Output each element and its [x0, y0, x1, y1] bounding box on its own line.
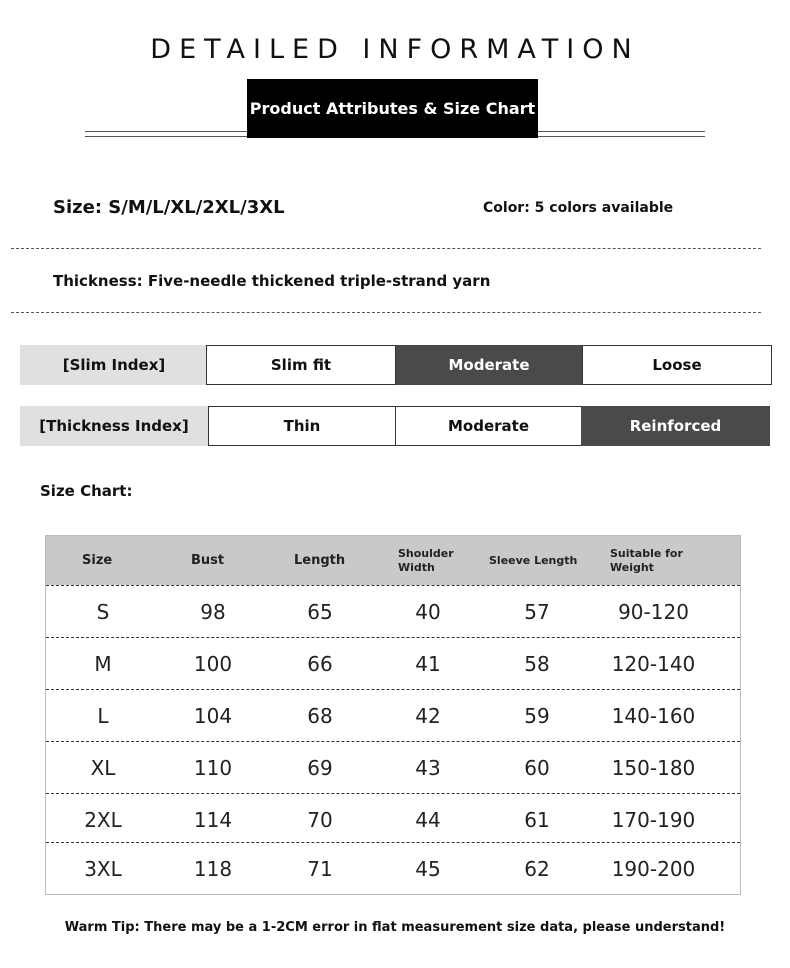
cell-shoulder: 43 — [415, 756, 441, 780]
column-header-bust: Bust — [191, 553, 225, 568]
cell-bust: 104 — [193, 704, 233, 728]
thickness-index-row — [20, 406, 770, 446]
table-row — [46, 842, 740, 894]
table-row — [46, 793, 740, 845]
cell-size: 3XL — [84, 857, 122, 881]
slim-option-loose: Loose — [582, 345, 772, 385]
cell-bust: 98 — [200, 600, 226, 624]
thickness-option-thin: Thin — [208, 406, 396, 446]
size-chart-label: Size Chart: — [40, 482, 133, 500]
size-attribute: Size: S/M/L/XL/2XL/3XL — [53, 197, 285, 218]
cell-weight: 120-140 — [611, 652, 696, 676]
section-banner: Product Attributes & Size Chart — [247, 79, 538, 138]
thickness-attribute: Thickness: Five-needle thickened triple-strand yarn — [53, 272, 491, 290]
slim-index-row — [20, 345, 772, 385]
cell-sleeve: 59 — [524, 704, 550, 728]
slim-option-moderate: Moderate — [396, 345, 582, 385]
cell-shoulder: 40 — [415, 600, 441, 624]
thickness-index-label: [Thickness Index] — [20, 406, 208, 446]
cell-shoulder: 45 — [415, 857, 441, 881]
slim-index-label: [Slim Index] — [20, 345, 208, 385]
divider — [11, 312, 761, 313]
cell-size: 2XL — [84, 808, 122, 832]
cell-bust: 110 — [193, 756, 233, 780]
cell-size: M — [94, 652, 112, 676]
cell-sleeve: 58 — [524, 652, 550, 676]
slim-option-slim-fit: Slim fit — [206, 345, 396, 385]
divider — [11, 248, 761, 249]
cell-weight: 170-190 — [611, 808, 696, 832]
table-row — [46, 689, 740, 741]
cell-size: XL — [90, 756, 116, 780]
cell-weight: 140-160 — [611, 704, 696, 728]
thickness-option-moderate: Moderate — [395, 406, 582, 446]
cell-length: 68 — [307, 704, 333, 728]
cell-sleeve: 57 — [524, 600, 550, 624]
cell-bust: 114 — [193, 808, 233, 832]
column-header-shoulder-width: Shoulder Width — [398, 546, 454, 574]
table-row — [46, 637, 740, 689]
column-header-size: Size — [82, 553, 113, 568]
cell-sleeve: 61 — [524, 808, 550, 832]
cell-weight: 190-200 — [611, 857, 696, 881]
cell-bust: 118 — [193, 857, 233, 881]
color-attribute: Color: 5 colors available — [483, 200, 674, 216]
cell-size: S — [96, 600, 110, 624]
cell-weight: 150-180 — [611, 756, 696, 780]
cell-shoulder: 42 — [415, 704, 441, 728]
cell-length: 71 — [307, 857, 333, 881]
cell-bust: 100 — [193, 652, 233, 676]
cell-weight: 90-120 — [618, 600, 689, 624]
thickness-option-reinforced: Reinforced — [581, 406, 770, 446]
cell-length: 69 — [307, 756, 333, 780]
cell-size: L — [97, 704, 109, 728]
cell-length: 70 — [307, 808, 333, 832]
size-chart-table — [45, 535, 741, 895]
cell-length: 65 — [307, 600, 333, 624]
table-row — [46, 585, 740, 637]
cell-sleeve: 60 — [524, 756, 550, 780]
page-title: DETAILED INFORMATION — [150, 34, 640, 65]
cell-shoulder: 41 — [415, 652, 441, 676]
warm-tip: Warm Tip: There may be a 1-2CM error in flat measurement size data, please understand! — [64, 920, 726, 935]
cell-length: 66 — [307, 652, 333, 676]
column-header-length: Length — [294, 553, 346, 568]
column-header-sleeve-length: Sleeve Length — [489, 553, 578, 567]
cell-sleeve: 62 — [524, 857, 550, 881]
cell-shoulder: 44 — [415, 808, 441, 832]
table-header — [46, 536, 740, 585]
table-row — [46, 741, 740, 793]
column-header-weight: Suitable for Weight — [610, 546, 683, 574]
